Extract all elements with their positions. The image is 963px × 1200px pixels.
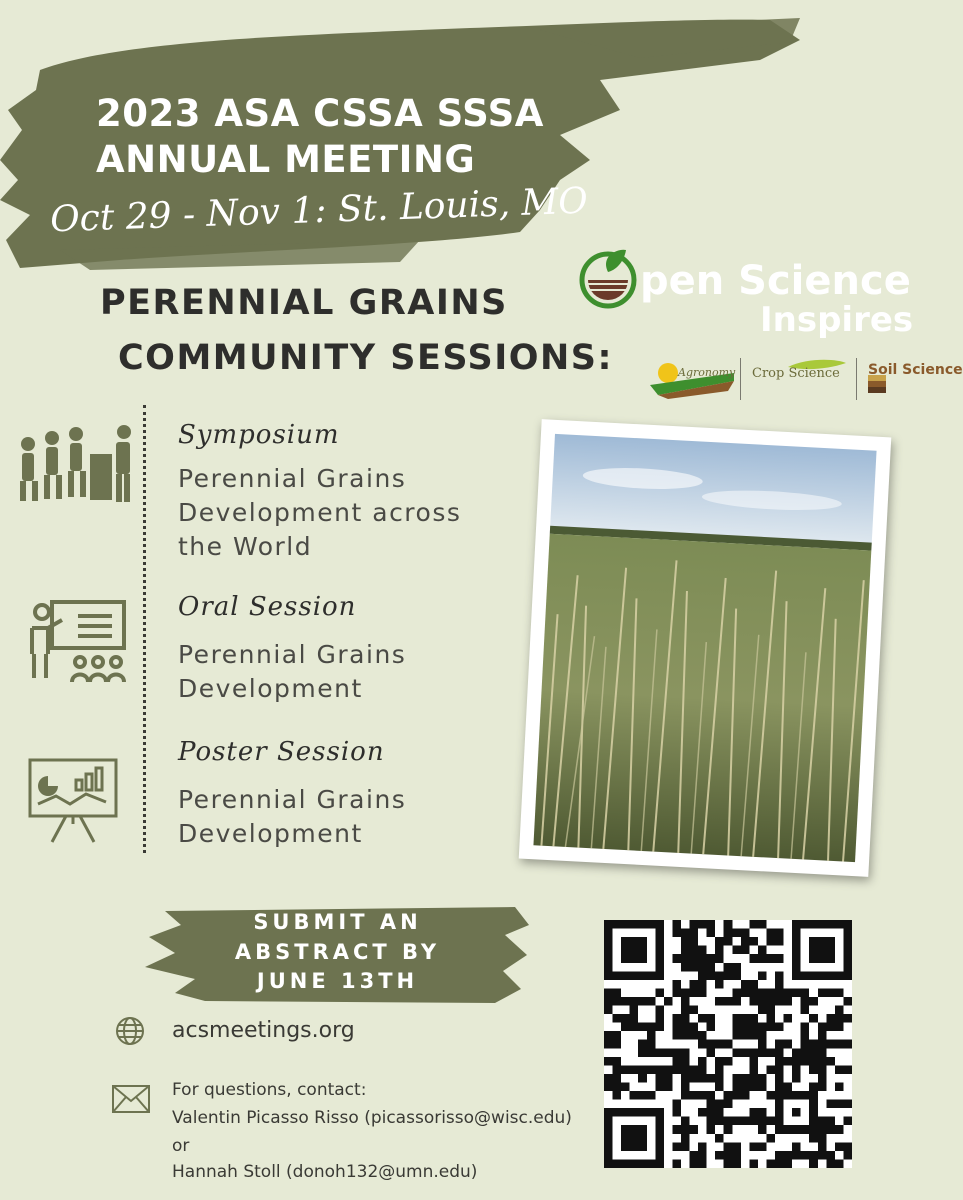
contact-person2[interactable]: Hannah Stoll (donoh132@umn.edu) (172, 1162, 478, 1182)
contact-person1[interactable]: Valentin Picasso Risso (picassorisso@wisc.edu) (172, 1108, 572, 1128)
perennial-grain-field-photo (533, 434, 876, 862)
logo-text-open-science: pen Science (640, 258, 911, 304)
agronomy-logo-label: Agronomy (678, 366, 736, 379)
submit-line3: JUNE 13TH (256, 969, 419, 993)
session-type-symposium: Symposium (178, 420, 340, 450)
crop-science-logo-label: Crop Science (752, 366, 840, 381)
submit-line2: ABSTRACT BY (234, 940, 441, 964)
session-title-oral: Perennial Grains Development (178, 640, 407, 703)
vertical-dotted-divider (143, 405, 146, 853)
event-title-line2: ANNUAL MEETING (96, 138, 476, 181)
sessions-heading-line1: PERENNIAL GRAINS (100, 283, 508, 323)
partner-divider (740, 358, 741, 400)
audience-speaker-icon (18, 424, 136, 506)
session-title-symposium: Perennial Grains Development across the World (178, 464, 462, 561)
event-date-location: Oct 29 - Nov 1: St. Louis, MO (49, 180, 589, 241)
event-title-line1: 2023 ASA CSSA SSSA (96, 92, 544, 135)
contact-intro: For questions, contact: (172, 1080, 367, 1100)
contact-or: or (172, 1136, 190, 1156)
envelope-icon (112, 1085, 150, 1113)
globe-icon (115, 1016, 145, 1046)
open-science-logo-icon (578, 246, 638, 308)
qr-code[interactable] (604, 920, 852, 1168)
logo-text-inspires: Inspires (760, 300, 914, 340)
poster-chart-icon (26, 756, 120, 846)
session-type-oral: Oral Session (178, 592, 357, 622)
session-type-poster: Poster Session (178, 737, 385, 767)
soil-science-logo-label: Soil Science (868, 362, 963, 378)
submit-line1: SUBMIT AN (253, 910, 422, 934)
sessions-heading-line2: COMMUNITY SESSIONS: (118, 338, 613, 378)
field-photo-frame (519, 419, 892, 877)
website-link[interactable]: acsmeetings.org (172, 1018, 355, 1043)
presenter-board-icon (18, 598, 128, 686)
partner-divider (856, 358, 857, 400)
session-title-poster: Perennial Grains Development (178, 785, 407, 848)
